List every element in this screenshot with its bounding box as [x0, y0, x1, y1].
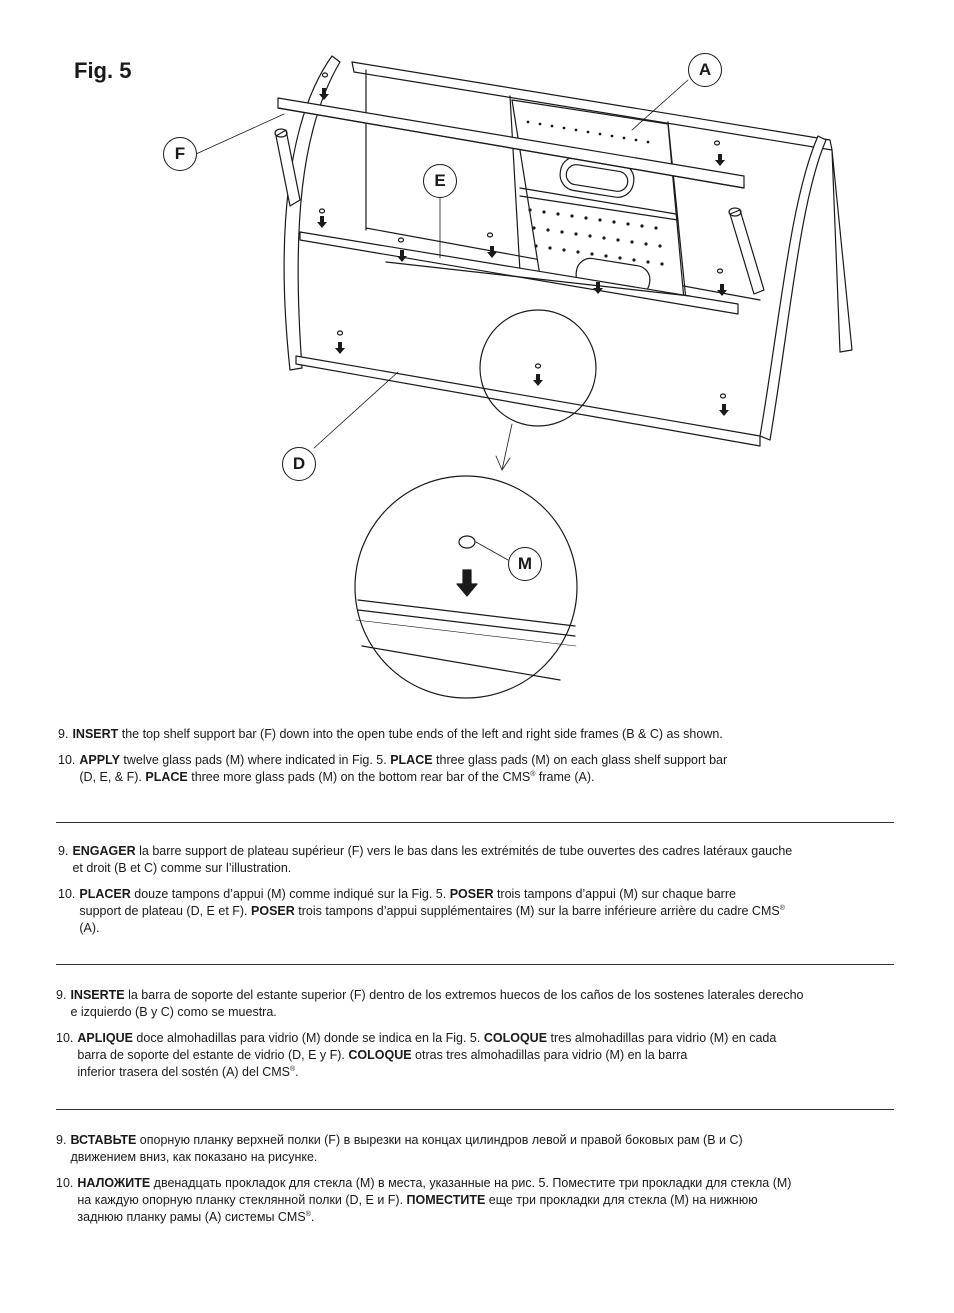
callout-d: D — [282, 447, 316, 481]
callout-m: M — [508, 547, 542, 581]
callout-e: E — [423, 164, 457, 198]
right-side-frame — [729, 136, 852, 440]
figure-title: Fig. 5 — [74, 58, 132, 83]
divider-1 — [56, 822, 894, 823]
step-9-russian: 9. ВСТАВЬТЕ опорную планку верхней полки (F) в вырезки на концах цилиндров левой и правой боковых рам (B и C) движением вниз, как показано на рисунке. — [56, 1133, 743, 1164]
step-10-russian: 10. НАЛОЖИТЕ двенадцать прокладок для стекла (M) в места, указанные на рис. 5. Поместите три прокладки для стекла (M) на каждую опорную планку стеклянной полки (D, E и F). ПОМЕСТИТЕ еще три прокладки для стекла (M) на нижнюю заднюю планку рамы (A) системы CMS®. — [56, 1176, 792, 1224]
perforated-panel — [512, 100, 684, 300]
callout-a: A — [688, 53, 722, 87]
instructions-spanish — [56, 987, 894, 1081]
step-9-english: 9. INSERT the top shelf support bar (F) down into the open tube ends of the left and right side frames (B & C) as shown. — [58, 727, 723, 741]
instructions-russian — [56, 1132, 894, 1226]
divider-3 — [56, 1109, 894, 1110]
step-10-spanish: 10. APLIQUE doce almohadillas para vidrio (M) donde se indica en la Fig. 5. COLOQUE tres almohadillas para vidrio (M) en cada barra de soporte del estante de vidrio (D, E y F). COLOQUE otras tres almohadillas para vidrio (M) en la barra inferior trasera del sostén (A) del CMS®. — [56, 1031, 777, 1079]
detail-circle-large — [355, 476, 577, 698]
step-10-french: 10. PLACER douze tampons d’appui (M) comme indiqué sur la Fig. 5. POSER trois tampons d’appui (M) sur chaque barre support de plateau (D, E et F). POSER trois tampons d’appui supplémentaires (M) sur la barre inférieure arrière du cadre CMS® (A). — [58, 887, 785, 935]
divider-2 — [56, 964, 894, 965]
step-9-spanish: 9. INSERTE la barra de soporte del estante superior (F) dentro de los extremos huecos de los caños de los sostenes laterales derecho e izquierdo (B y C) como se muestra. — [56, 988, 804, 1019]
instructions-english — [58, 726, 896, 786]
instructions-french — [58, 843, 896, 937]
callout-f: F — [163, 137, 197, 171]
step-9-french: 9. ENGAGER la barre support de plateau supérieur (F) vers le bas dans les extrémités de tube ouvertes des cadres latéraux gauche et droit (B et C) comme sur l’illustration. — [58, 844, 793, 875]
step-10-english: 10. APPLY twelve glass pads (M) where indicated in Fig. 5. PLACE three glass pads (M) on each glass shelf support bar (D, E, & F). PLACE three more glass pads (M) on the bottom rear bar of the CMS® frame (A). — [58, 753, 728, 784]
